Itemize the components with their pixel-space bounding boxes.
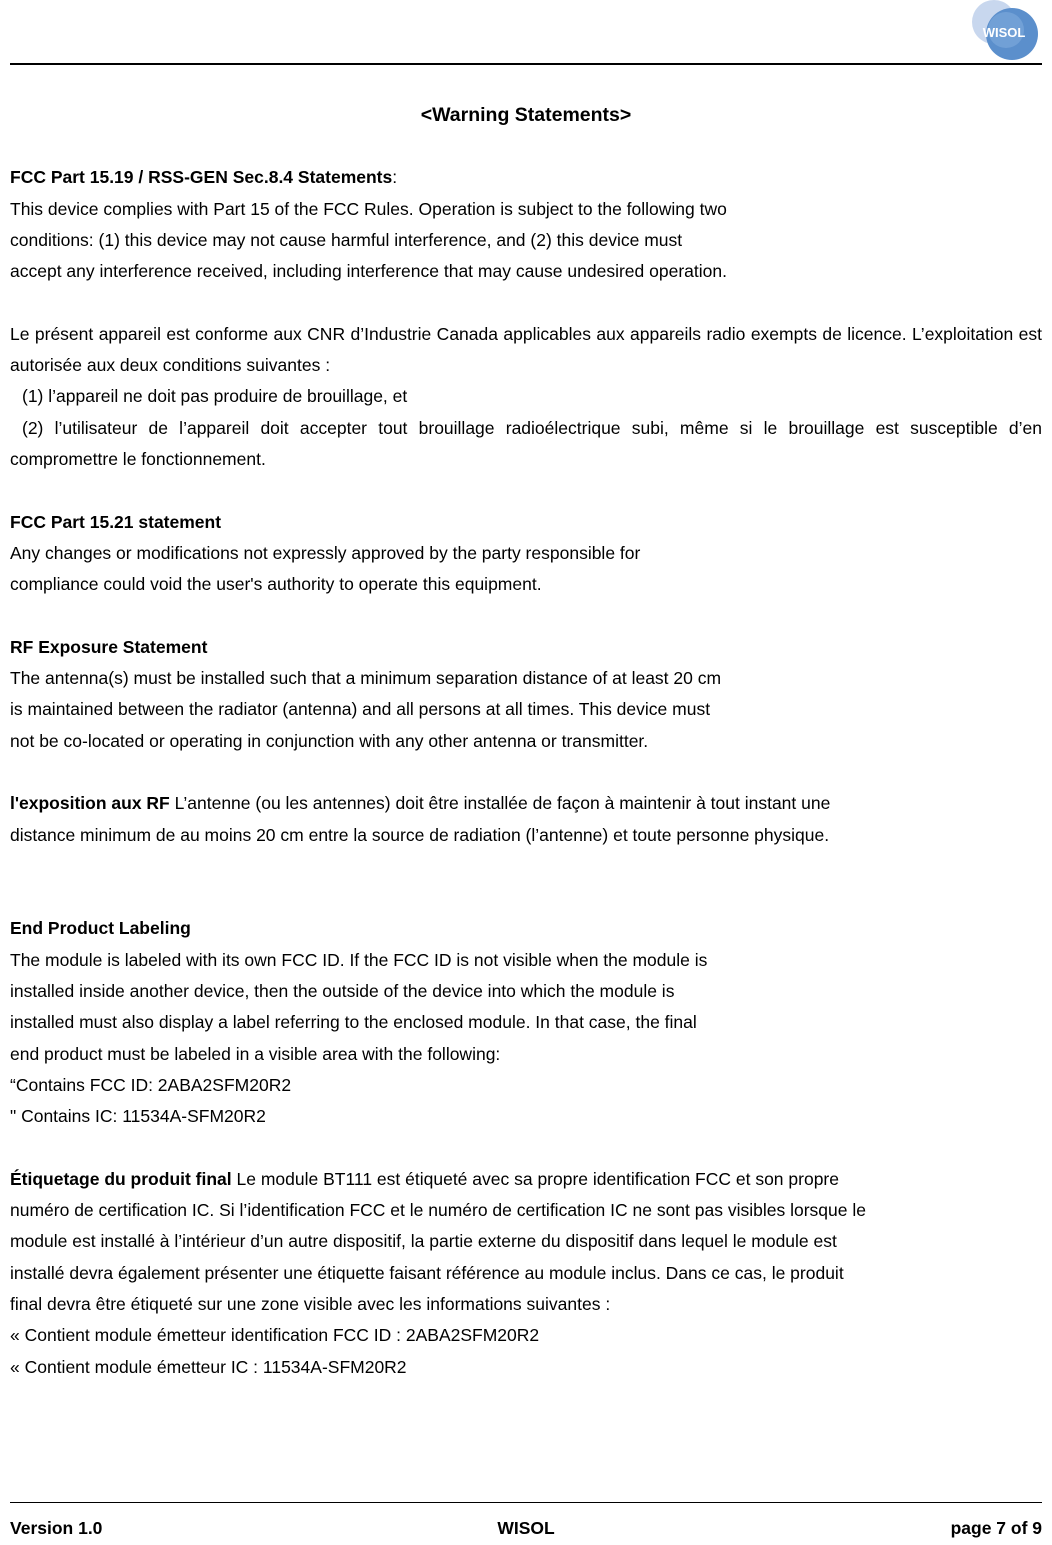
rf-exposure-heading: RF Exposure Statement [10,636,208,657]
end-product-line: installed must also display a label referring to the enclosed module. In that case, the final [10,1012,697,1033]
fcc-1521-line: Any changes or modifications not expressly approved by the party responsible for [10,542,641,563]
fcc-1519-line: This device complies with Part 15 of the FCC Rules. Operation is subject to the following two [10,198,727,219]
fcc-1521-section [10,507,1042,601]
page-title: <Warning Statements> [420,104,632,126]
etiquetage-line: installé devra également présenter une étiquette faisant référence au module inclus. Dans ce cas, le produit [10,1262,844,1283]
rf-fr-heading: l'exposition aux RF [10,793,170,814]
fcc-1519-line: conditions: (1) this device may not cause harmful interference, and (2) this device must [10,229,683,250]
fcc-1519-section [10,162,1042,287]
rf-exposure-section [10,632,1042,757]
etiquetage-section [10,1164,1042,1383]
fcc-1521-line: compliance could void the user's authority to operate this equipment. [10,574,542,595]
end-product-line: end product must be labeled in a visible area with the following: [10,1043,501,1064]
etiquetage-line: module est installé à l’intérieur d’un autre dispositif, la partie externe du dispositif dans lequel le module est [10,1231,837,1252]
end-product-fcc-id: “Contains FCC ID: 2ABA2SFM20R2 [10,1074,292,1095]
rf-exposure-line: The antenna(s) must be installed such that a minimum separation distance of at least 20 cm [10,668,722,689]
rf-exposure-line: is maintained between the radiator (antenna) and all persons at all times. This device must [10,699,711,720]
end-product-ic-id: " Contains IC: 11534A-SFM20R2 [10,1106,266,1127]
footer-version: Version 1.0 [10,1518,103,1538]
page-footer [10,1518,1042,1542]
rf-fr-line: distance minimum de au moins 20 cm entre la source de radiation (l’antenne) et toute personne physique. [10,824,830,845]
footer-page-number: page 7 of 9 [950,1518,1042,1538]
rf-fr-line: L’antenne (ou les antennes) doit être installée de façon à maintenir à tout instant une [169,793,831,814]
fcc-1521-heading: FCC Part 15.21 statement [10,511,222,532]
etiquetage-heading: Étiquetage du produit final [10,1168,232,1189]
wisol-logo [966,0,1042,62]
etiquetage-line: final devra être étiqueté sur une zone visible avec les informations suivantes : [10,1293,611,1314]
etiquetage-line: Le module BT111 est étiqueté avec sa propre identification FCC et son propre [231,1168,839,1189]
fcc-1519-line: accept any interference received, including interference that may cause undesired operation. [10,261,727,282]
document-body [10,100,1042,1383]
end-product-line: installed inside another device, then the outside of the device into which the module is [10,981,675,1002]
footer-rule [10,1502,1042,1503]
etiquetage-ic-id: « Contient module émetteur IC : 11534A-SFM20R2 [10,1356,407,1377]
french-condition-item-1: (1) l’appareil ne doit pas produire de brouillage, et [22,386,408,407]
end-product-section [10,913,1042,1132]
end-product-line: The module is labeled with its own FCC ID. If the FCC ID is not visible when the module is [10,949,708,970]
footer-company: WISOL [497,1518,555,1538]
fcc-1519-heading: FCC Part 15.19 / RSS-GEN Sec.8.4 Statements [10,167,393,188]
rf-exposure-line: not be co-located or operating in conjunction with any other antenna or transmitter. [10,730,649,751]
end-product-heading: End Product Labeling [10,918,191,939]
header-rule [10,63,1042,65]
french-condition-item-2: (2) l’utilisateur de l’appareil doit accepter tout brouillage radioélectrique subi, même si le brouillage est susceptible d’en compromettre le fonctionnement. [10,417,1042,469]
logo-text: WISOL [982,25,1026,40]
french-conditions-paragraph: Le présent appareil est conforme aux CNR d’Industrie Canada applicables aux appareils radio exempts de licence. L’exploitation est autorisée aux deux conditions suivantes : [10,323,1042,376]
fcc-1519-heading-colon: : [392,167,398,188]
rf-fr-section [10,788,1042,851]
etiquetage-fcc-id: « Contient module émetteur identification FCC ID : 2ABA2SFM20R2 [10,1325,540,1346]
etiquetage-line: numéro de certification IC. Si l’identification FCC et le numéro de certification IC ne sont pas visibles lorsque le [10,1200,866,1221]
french-conditions-section [10,319,1042,475]
